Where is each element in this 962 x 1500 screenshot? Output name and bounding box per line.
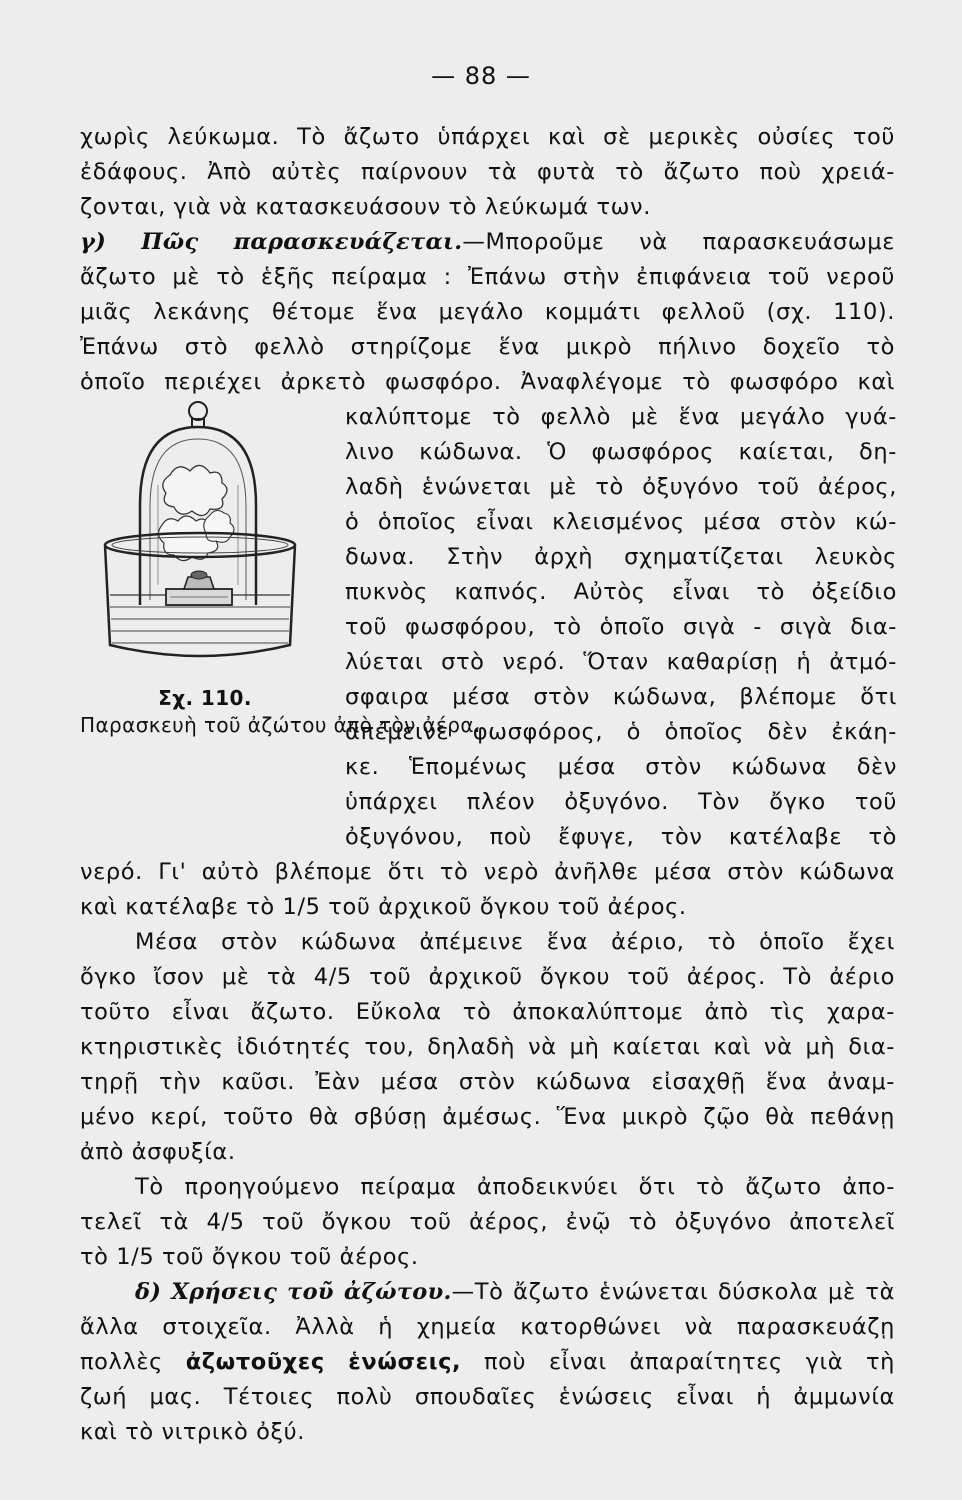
section-d-heading: δ) Χρήσεις τοῦ ἀζώτου. [135, 1279, 452, 1305]
section-g-heading: γ) Πῶς παρασκευάζεται. [80, 229, 463, 255]
text-line: ὑπάρχει πλέον ὀξυγόνο. Τὸν ὄγκο τοῦ [345, 789, 897, 815]
figure-caption-text: Παρασκευὴ τοῦ ἀζώτου ἀπὸ τὸν ἀέρα. [80, 713, 481, 737]
text-line: Μέσα στὸν κώδωνα ἀπέμεινε ἕνα ἀέριο, τὸ ὁποῖο ἔχει [135, 929, 895, 955]
text-line: Ἐπάνω στὸ φελλὸ στηρίζομε ἕνα μικρὸ πήλινο δοχεῖο τὸ [80, 334, 895, 360]
text-line: δωνα. Στὴν ἀρχὴ σχηματίζεται λευκὸς [345, 544, 897, 570]
text-span: —Μποροῦμε νὰ παρασκευάσωμε [462, 229, 895, 255]
text-line: ἀπέμεινε φωσφόρος, ὁ ὁποῖος δὲν ἐκάη- [345, 719, 897, 745]
text-line: μένο κερί, τοῦτο θὰ σβύσῃ ἀμέσως. Ἕνα μικρὸ ζῷο θὰ πεθάνῃ [80, 1104, 895, 1130]
section-g-first-line [80, 225, 895, 260]
text-line: λύεται στὸ νερό. Ὅταν καθαρίσῃ ἡ ἀτμό- [345, 649, 897, 675]
text-line: ἄζωτο μὲ τὸ ἑξῆς πείραμα : Ἐπάνω στὴν ἐπιφάνεια τοῦ νεροῦ [80, 264, 895, 290]
figure-caption [80, 685, 481, 739]
text-line: ζωή μας. Τέτοιες πολὺ σπουδαῖες ἑνώσεις εἶναι ἡ ἀμμωνία [80, 1384, 895, 1410]
text-line: καλύπτομε τὸ φελλὸ μὲ ἕνα μεγάλο γυά- [345, 404, 897, 430]
text-line: ὁ ὁποῖος εἶναι κλεισμένος μέσα στὸν κώ- [345, 509, 897, 535]
text-span: ποὺ εἶναι ἀπαραίτητες γιὰ τὴ [461, 1349, 895, 1375]
bell-jar-figure [100, 395, 320, 685]
text-line: Τὸ προηγούμενο πείραμα ἀποδεικνύει ὅτι τὸ ἄζωτο ἀπο- [135, 1174, 895, 1200]
text-line: πυκνὸς καπνός. Αὐτὸς εἶναι τὸ ὀξείδιο [345, 579, 897, 605]
page-number: — 88 — [431, 62, 531, 90]
text-line: ὀξυγόνου, ποὺ ἔφυγε, τὸν κατέλαβε τὸ [345, 824, 897, 850]
bell-jar-illustration [100, 395, 320, 685]
text-line: χωρὶς λεύκωμα. Τὸ ἄζωτο ὑπάρχει καὶ σὲ μερικὲς οὐσίες τοῦ [80, 124, 895, 150]
text-line: ἐδάφους. Ἀπὸ αὐτὲς παίρνουν τὰ φυτὰ τὸ ἄζωτο ποὺ χρειά- [80, 159, 895, 185]
text-line: τηρῇ τὴν καῦσι. Ἐὰν μέσα στὸν κώδωνα εἰσαχθῇ ἕνα ἀναμ- [80, 1069, 895, 1095]
text-line: σφαιρα μέσα στὸν κώδωνα, βλέπομε ὅτι [345, 684, 897, 710]
text-line: μιᾶς λεκάνης θέτομε ἕνα μεγάλο κομμάτι φελλοῦ (σχ. 110). [80, 299, 895, 325]
text-line: ὄγκο ἴσον μὲ τὰ 4/5 τοῦ ἀρχικοῦ ὄγκου τοῦ ἀέρος. Τὸ ἀέριο [80, 964, 895, 990]
figure-label: Σχ. 110. [158, 686, 252, 710]
text-line: κτηριστικὲς ἰδιότητές του, δηλαδὴ νὰ μὴ καίεται καὶ νὰ μὴ δια- [80, 1034, 895, 1060]
text-span: —Τὸ ἄζωτο ἑνώνεται δύσκολα μὲ τὰ [451, 1279, 895, 1305]
text-line: κε. Ἑπομένως μέσα στὸν κώδωνα δὲν [345, 754, 897, 780]
text-line: τὸ 1/5 τοῦ ὄγκου τοῦ ἀέρος. [80, 1244, 419, 1270]
text-span: πολλὲς [80, 1349, 186, 1375]
section-d-first-line [80, 1275, 895, 1310]
text-line: τοῦτο εἶναι ἄζωτο. Εὔκολα τὸ ἀποκαλύπτομε ἀπὸ τὶς χαρα- [80, 999, 895, 1025]
text-line: ζονται, γιὰ νὰ κατασκευάσουν τὸ λεύκωμά των. [80, 194, 651, 220]
text-line: λινο κώδωνα. Ὁ φωσφόρος καίεται, δη- [345, 439, 897, 465]
bold-term: ἀζωτοῦχες ἑνώσεις, [185, 1349, 462, 1375]
text-line: ἄλλα στοιχεῖα. Ἀλλὰ ἡ χημεία κατορθώνει νὰ παρασκευάζῃ [80, 1314, 895, 1340]
text-line: λαδὴ ἑνώνεται μὲ τὸ ὀξυγόνο τοῦ ἀέρος, [345, 474, 897, 500]
text-line: ἀπὸ ἀσφυξία. [80, 1139, 236, 1165]
text-line: καὶ τὸ νιτρικὸ ὀξύ. [80, 1419, 306, 1445]
text-line: τοῦ φωσφόρου, τὸ ὁποῖο σιγὰ - σιγὰ δια- [345, 614, 897, 640]
text-line: νερό. Γι' αὐτὸ βλέπομε ὅτι τὸ νερὸ ἀνῆλθε μέσα στὸν κώδωνα [80, 859, 895, 885]
text-line: ὁποῖο περιέχει ἀρκετὸ φωσφόρο. Ἀναφλέγομε τὸ φωσφόρο καὶ [80, 369, 895, 395]
text-line-with-bold [80, 1345, 895, 1380]
text-line: τελεῖ τὰ 4/5 τοῦ ὄγκου τοῦ ἀέρος, ἐνῷ τὸ ὀξυγόνο ἀποτελεῖ [80, 1209, 895, 1235]
text-line: καὶ κατέλαβε τὸ 1/5 τοῦ ἀρχικοῦ ὄγκου τοῦ ἀέρος. [80, 894, 687, 920]
